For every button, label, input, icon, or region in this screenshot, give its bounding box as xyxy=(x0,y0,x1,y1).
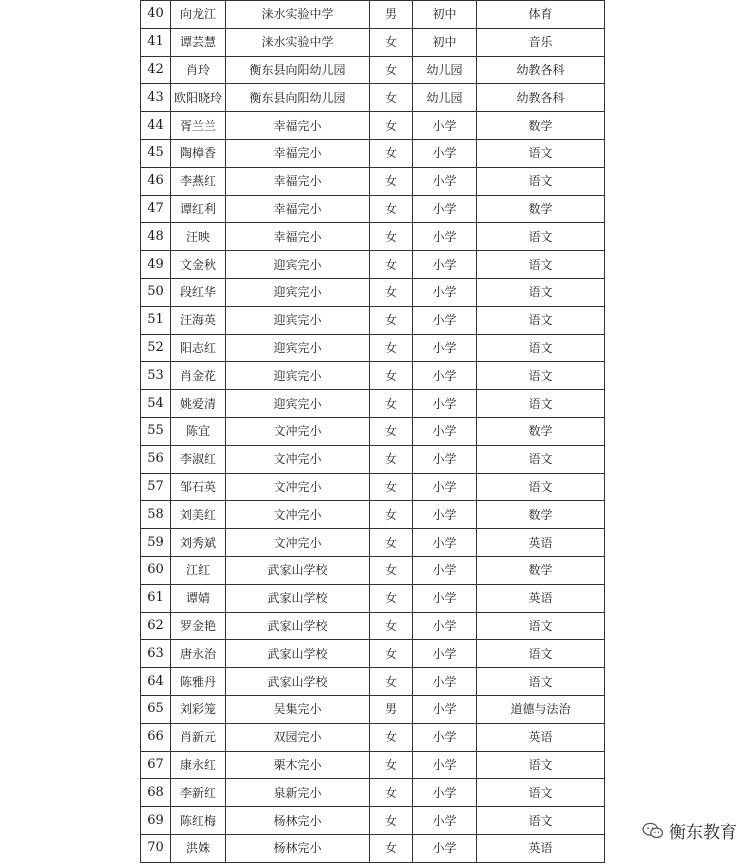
teacher-name-cell: 刘彩笼 xyxy=(171,695,226,723)
row-number-cell: 47 xyxy=(141,195,171,223)
school-level-cell: 小学 xyxy=(413,445,477,473)
school-name-cell: 武家山学校 xyxy=(226,668,370,696)
gender-cell: 女 xyxy=(370,334,413,362)
school-name-cell: 衡东县向阳幼儿园 xyxy=(226,84,370,112)
table-row xyxy=(141,612,605,640)
gender-cell: 女 xyxy=(370,529,413,557)
row-number-cell: 57 xyxy=(141,473,171,501)
row-number-cell: 70 xyxy=(141,834,171,862)
school-level-cell: 小学 xyxy=(413,779,477,807)
gender-cell: 女 xyxy=(370,723,413,751)
table-row xyxy=(141,84,605,112)
school-level-cell: 幼儿园 xyxy=(413,84,477,112)
row-number-cell: 54 xyxy=(141,390,171,418)
gender-cell: 女 xyxy=(370,445,413,473)
row-number-cell: 62 xyxy=(141,612,171,640)
school-name-cell: 吴集完小 xyxy=(226,695,370,723)
teacher-name-cell: 汪映 xyxy=(171,223,226,251)
school-name-cell: 武家山学校 xyxy=(226,584,370,612)
watermark-text: 衡东教育 xyxy=(669,823,737,843)
school-level-cell: 小学 xyxy=(413,278,477,306)
row-number-cell: 63 xyxy=(141,640,171,668)
gender-cell: 女 xyxy=(370,390,413,418)
school-name-cell: 迎宾完小 xyxy=(226,362,370,390)
gender-cell: 女 xyxy=(370,779,413,807)
table-row xyxy=(141,167,605,195)
gender-cell: 女 xyxy=(370,640,413,668)
school-level-cell: 小学 xyxy=(413,334,477,362)
school-level-cell: 小学 xyxy=(413,501,477,529)
school-name-cell: 泉新完小 xyxy=(226,779,370,807)
school-level-cell: 小学 xyxy=(413,584,477,612)
school-level-cell: 小学 xyxy=(413,112,477,140)
school-name-cell: 迎宾完小 xyxy=(226,278,370,306)
table-row xyxy=(141,362,605,390)
school-name-cell: 幸福完小 xyxy=(226,223,370,251)
subject-cell: 英语 xyxy=(477,723,605,751)
row-number-cell: 40 xyxy=(141,1,171,29)
table-row xyxy=(141,751,605,779)
school-level-cell: 小学 xyxy=(413,695,477,723)
school-level-cell: 小学 xyxy=(413,306,477,334)
school-name-cell: 杨林完小 xyxy=(226,807,370,835)
subject-cell: 语文 xyxy=(477,223,605,251)
table-row xyxy=(141,417,605,445)
teacher-name-cell: 陈宜 xyxy=(171,417,226,445)
teacher-name-cell: 邹石英 xyxy=(171,473,226,501)
school-name-cell: 幸福完小 xyxy=(226,195,370,223)
school-level-cell: 小学 xyxy=(413,362,477,390)
gender-cell: 女 xyxy=(370,807,413,835)
subject-cell: 数学 xyxy=(477,556,605,584)
school-level-cell: 小学 xyxy=(413,139,477,167)
gender-cell: 女 xyxy=(370,306,413,334)
gender-cell: 男 xyxy=(370,695,413,723)
gender-cell: 女 xyxy=(370,473,413,501)
row-number-cell: 58 xyxy=(141,501,171,529)
gender-cell: 女 xyxy=(370,834,413,862)
table-row xyxy=(141,723,605,751)
teacher-name-cell: 刘秀斌 xyxy=(171,529,226,557)
row-number-cell: 65 xyxy=(141,695,171,723)
account-watermark xyxy=(638,816,741,845)
table-row xyxy=(141,112,605,140)
school-name-cell: 幸福完小 xyxy=(226,139,370,167)
school-level-cell: 小学 xyxy=(413,834,477,862)
table-row xyxy=(141,56,605,84)
school-level-cell: 小学 xyxy=(413,668,477,696)
school-name-cell: 文冲完小 xyxy=(226,501,370,529)
school-level-cell: 初中 xyxy=(413,1,477,29)
table-row xyxy=(141,668,605,696)
gender-cell: 女 xyxy=(370,223,413,251)
row-number-cell: 59 xyxy=(141,529,171,557)
subject-cell: 语文 xyxy=(477,668,605,696)
school-level-cell: 小学 xyxy=(413,640,477,668)
school-level-cell: 小学 xyxy=(413,223,477,251)
gender-cell: 男 xyxy=(370,1,413,29)
school-level-cell: 小学 xyxy=(413,195,477,223)
school-level-cell: 小学 xyxy=(413,556,477,584)
teacher-name-cell: 谭芸慧 xyxy=(171,28,226,56)
subject-cell: 语文 xyxy=(477,334,605,362)
school-name-cell: 武家山学校 xyxy=(226,556,370,584)
table-row xyxy=(141,28,605,56)
school-name-cell: 涞水实验中学 xyxy=(226,28,370,56)
gender-cell: 女 xyxy=(370,278,413,306)
school-name-cell: 迎宾完小 xyxy=(226,251,370,279)
row-number-cell: 46 xyxy=(141,167,171,195)
gender-cell: 女 xyxy=(370,668,413,696)
row-number-cell: 69 xyxy=(141,807,171,835)
gender-cell: 女 xyxy=(370,56,413,84)
table-row xyxy=(141,223,605,251)
school-name-cell: 武家山学校 xyxy=(226,612,370,640)
subject-cell: 语文 xyxy=(477,445,605,473)
school-name-cell: 幸福完小 xyxy=(226,167,370,195)
table-row xyxy=(141,390,605,418)
teacher-name-cell: 罗金艳 xyxy=(171,612,226,640)
teacher-name-cell: 肖金花 xyxy=(171,362,226,390)
teacher-name-cell: 李淑红 xyxy=(171,445,226,473)
teacher-roster-table xyxy=(140,0,605,863)
school-level-cell: 小学 xyxy=(413,167,477,195)
subject-cell: 语文 xyxy=(477,473,605,501)
row-number-cell: 50 xyxy=(141,278,171,306)
subject-cell: 数学 xyxy=(477,112,605,140)
school-level-cell: 小学 xyxy=(413,473,477,501)
school-level-cell: 幼儿园 xyxy=(413,56,477,84)
school-name-cell: 迎宾完小 xyxy=(226,334,370,362)
teacher-name-cell: 文金秋 xyxy=(171,251,226,279)
row-number-cell: 67 xyxy=(141,751,171,779)
teacher-name-cell: 肖新元 xyxy=(171,723,226,751)
subject-cell: 语文 xyxy=(477,167,605,195)
subject-cell: 语文 xyxy=(477,612,605,640)
table-row xyxy=(141,1,605,29)
table-row xyxy=(141,695,605,723)
row-number-cell: 41 xyxy=(141,28,171,56)
teacher-name-cell: 谭婧 xyxy=(171,584,226,612)
subject-cell: 语文 xyxy=(477,306,605,334)
table-row xyxy=(141,834,605,862)
gender-cell: 女 xyxy=(370,751,413,779)
row-number-cell: 52 xyxy=(141,334,171,362)
teacher-name-cell: 谭红利 xyxy=(171,195,226,223)
table-row xyxy=(141,473,605,501)
subject-cell: 语文 xyxy=(477,751,605,779)
school-name-cell: 文冲完小 xyxy=(226,445,370,473)
gender-cell: 女 xyxy=(370,417,413,445)
gender-cell: 女 xyxy=(370,556,413,584)
table-row xyxy=(141,584,605,612)
roster-body xyxy=(141,1,605,863)
school-level-cell: 小学 xyxy=(413,529,477,557)
table-row xyxy=(141,529,605,557)
gender-cell: 女 xyxy=(370,362,413,390)
row-number-cell: 45 xyxy=(141,139,171,167)
school-level-cell: 小学 xyxy=(413,612,477,640)
gender-cell: 女 xyxy=(370,28,413,56)
gender-cell: 女 xyxy=(370,612,413,640)
school-level-cell: 小学 xyxy=(413,390,477,418)
table-row xyxy=(141,556,605,584)
school-level-cell: 小学 xyxy=(413,417,477,445)
teacher-name-cell: 陈雅丹 xyxy=(171,668,226,696)
school-name-cell: 文冲完小 xyxy=(226,417,370,445)
school-level-cell: 初中 xyxy=(413,28,477,56)
subject-cell: 语文 xyxy=(477,278,605,306)
table-row xyxy=(141,139,605,167)
subject-cell: 数学 xyxy=(477,417,605,445)
row-number-cell: 66 xyxy=(141,723,171,751)
subject-cell: 语文 xyxy=(477,139,605,167)
wechat-icon xyxy=(642,822,664,840)
school-level-cell: 小学 xyxy=(413,723,477,751)
table-row xyxy=(141,306,605,334)
teacher-name-cell: 姚爱清 xyxy=(171,390,226,418)
table-row xyxy=(141,807,605,835)
teacher-name-cell: 胥兰兰 xyxy=(171,112,226,140)
school-level-cell: 小学 xyxy=(413,251,477,279)
school-name-cell: 杨林完小 xyxy=(226,834,370,862)
subject-cell: 数学 xyxy=(477,501,605,529)
table-row xyxy=(141,278,605,306)
gender-cell: 女 xyxy=(370,195,413,223)
subject-cell: 体育 xyxy=(477,1,605,29)
table-row xyxy=(141,640,605,668)
teacher-name-cell: 陈红梅 xyxy=(171,807,226,835)
subject-cell: 幼教各科 xyxy=(477,56,605,84)
table-row xyxy=(141,501,605,529)
gender-cell: 女 xyxy=(370,167,413,195)
table-row xyxy=(141,779,605,807)
subject-cell: 语文 xyxy=(477,640,605,668)
gender-cell: 女 xyxy=(370,84,413,112)
subject-cell: 幼教各科 xyxy=(477,84,605,112)
teacher-name-cell: 欧阳晓玲 xyxy=(171,84,226,112)
school-name-cell: 衡东县向阳幼儿园 xyxy=(226,56,370,84)
row-number-cell: 68 xyxy=(141,779,171,807)
subject-cell: 道德与法治 xyxy=(477,695,605,723)
school-name-cell: 文冲完小 xyxy=(226,473,370,501)
school-name-cell: 迎宾完小 xyxy=(226,306,370,334)
teacher-name-cell: 陶樟香 xyxy=(171,139,226,167)
teacher-name-cell: 李燕红 xyxy=(171,167,226,195)
school-name-cell: 迎宾完小 xyxy=(226,390,370,418)
teacher-name-cell: 洪姝 xyxy=(171,834,226,862)
table-row xyxy=(141,195,605,223)
subject-cell: 英语 xyxy=(477,584,605,612)
row-number-cell: 48 xyxy=(141,223,171,251)
subject-cell: 英语 xyxy=(477,529,605,557)
teacher-name-cell: 段红华 xyxy=(171,278,226,306)
school-name-cell: 幸福完小 xyxy=(226,112,370,140)
teacher-name-cell: 向龙江 xyxy=(171,1,226,29)
table-row xyxy=(141,445,605,473)
subject-cell: 英语 xyxy=(477,834,605,862)
school-name-cell: 武家山学校 xyxy=(226,640,370,668)
row-number-cell: 64 xyxy=(141,668,171,696)
teacher-name-cell: 唐永治 xyxy=(171,640,226,668)
subject-cell: 语文 xyxy=(477,779,605,807)
row-number-cell: 49 xyxy=(141,251,171,279)
row-number-cell: 43 xyxy=(141,84,171,112)
subject-cell: 语文 xyxy=(477,390,605,418)
teacher-name-cell: 江红 xyxy=(171,556,226,584)
row-number-cell: 56 xyxy=(141,445,171,473)
row-number-cell: 42 xyxy=(141,56,171,84)
subject-cell: 语文 xyxy=(477,362,605,390)
teacher-name-cell: 阳志红 xyxy=(171,334,226,362)
school-name-cell: 双园完小 xyxy=(226,723,370,751)
subject-cell: 语文 xyxy=(477,807,605,835)
teacher-name-cell: 刘美红 xyxy=(171,501,226,529)
teacher-name-cell: 肖玲 xyxy=(171,56,226,84)
school-name-cell: 涞水实验中学 xyxy=(226,1,370,29)
gender-cell: 女 xyxy=(370,251,413,279)
school-name-cell: 文冲完小 xyxy=(226,529,370,557)
row-number-cell: 44 xyxy=(141,112,171,140)
school-level-cell: 小学 xyxy=(413,751,477,779)
subject-cell: 音乐 xyxy=(477,28,605,56)
teacher-name-cell: 李新红 xyxy=(171,779,226,807)
teacher-name-cell: 康永红 xyxy=(171,751,226,779)
school-level-cell: 小学 xyxy=(413,807,477,835)
gender-cell: 女 xyxy=(370,584,413,612)
subject-cell: 数学 xyxy=(477,195,605,223)
gender-cell: 女 xyxy=(370,139,413,167)
teacher-name-cell: 汪海英 xyxy=(171,306,226,334)
row-number-cell: 61 xyxy=(141,584,171,612)
row-number-cell: 51 xyxy=(141,306,171,334)
gender-cell: 女 xyxy=(370,112,413,140)
school-name-cell: 栗木完小 xyxy=(226,751,370,779)
row-number-cell: 53 xyxy=(141,362,171,390)
row-number-cell: 55 xyxy=(141,417,171,445)
subject-cell: 语文 xyxy=(477,251,605,279)
table-row xyxy=(141,334,605,362)
table-row xyxy=(141,251,605,279)
row-number-cell: 60 xyxy=(141,556,171,584)
gender-cell: 女 xyxy=(370,501,413,529)
